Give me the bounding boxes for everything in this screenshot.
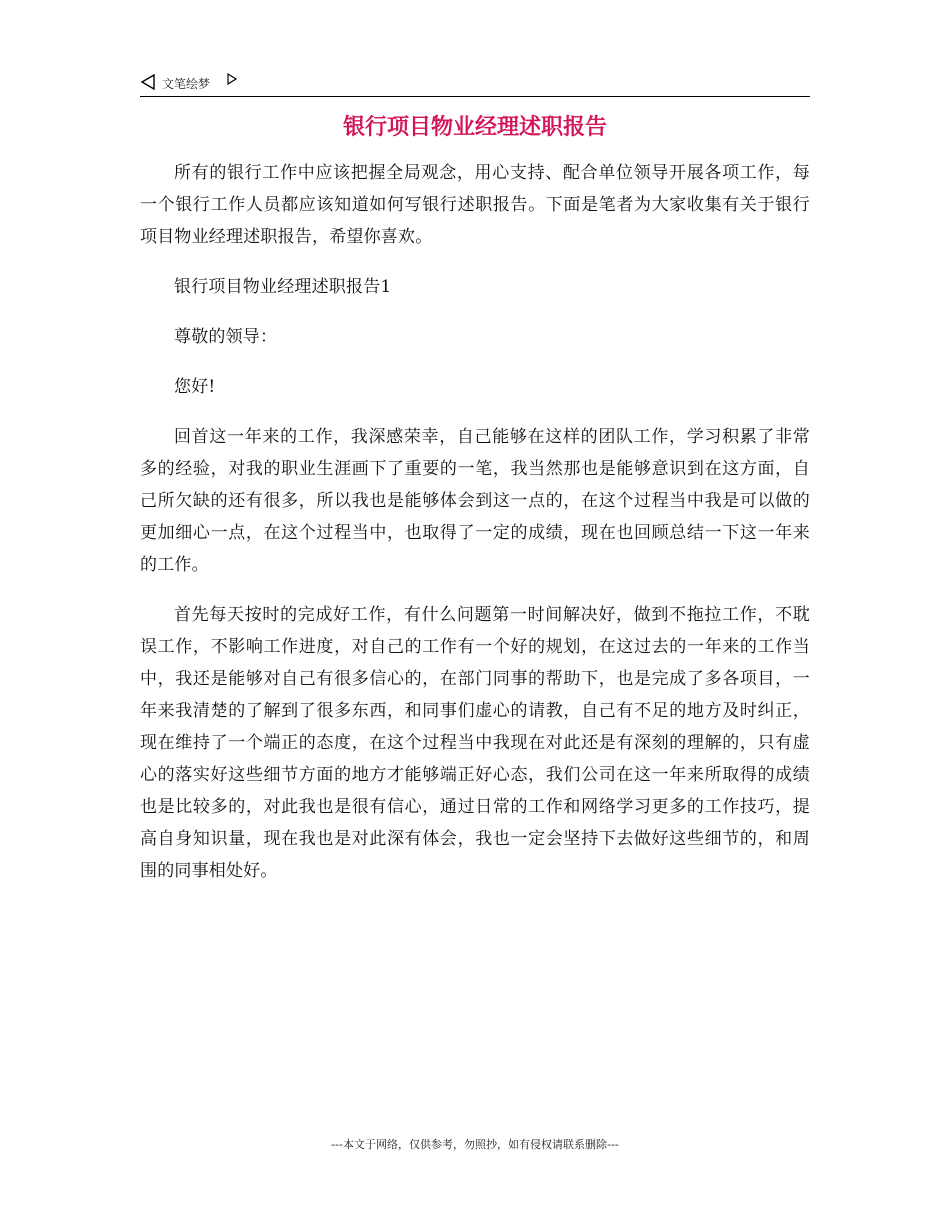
greeting: 您好!	[174, 377, 216, 397]
document-title: 银行项目物业经理述职报告	[342, 115, 607, 140]
body-paragraph: 首先每天按时的完成好工作，有什么问题第一时间解决好，做到不拖拉工作，不耽误工作，不影响工作进度，对自己的工作有一个好的规划，在这过去的一年来的工作当中，我还是能够对自己有很多信心的，在部门同事的帮助下，也是完成了多各项目，一年来我清楚的了解到了很多东西，和同事们虚心的请教，自己有不足的地方及时纠正，现在维持了一个端正的态度，在这个过程当中我现在对此还是有深刻的理解的，只有虚心的落实好这些细节方面的地方才能够端正好心态，我们公司在这一年来所取得的成绩也是比较多的，对此我也是很有信心，通过日常的工作和网络学习更多的工作技巧，提高自身知识量，现在我也是对此深有体会，我也一定会坚持下去做好这些细节的，和周围的同事相处好。	[140, 605, 810, 881]
triangle-left-outline-icon	[140, 74, 156, 90]
triangle-right-outline-icon	[226, 73, 238, 85]
header-brand: 文笔绘梦	[162, 77, 211, 91]
section-heading: 银行项目物业经理述职报告1	[174, 277, 392, 297]
page-header	[140, 72, 810, 97]
document-body	[140, 157, 810, 905]
page-footer: ---本文于网络，仅供参考，勿照抄，如有侵权请联系删除---	[331, 1138, 619, 1151]
salutation: 尊敬的领导：	[174, 327, 278, 347]
intro-paragraph: 所有的银行工作中应该把握全局观念，用心支持、配合单位领导开展各项工作，每一个银行工作人员都应该知道如何写银行述职报告。下面是笔者为大家收集有关于银行项目物业经理述职报告，希望你喜欢。	[140, 163, 810, 247]
body-paragraph: 回首这一年来的工作，我深感荣幸，自己能够在这样的团队工作，学习积累了非常多的经验，对我的职业生涯画下了重要的一笔，我当然那也是能够意识到在这方面，自己所欠缺的还有很多，所以我也是能够体会到这一点的，在这个过程当中我是可以做的更加细心一点，在这个过程当中，也取得了一定的成绩，现在也回顾总结一下这一年来的工作。	[140, 427, 810, 575]
